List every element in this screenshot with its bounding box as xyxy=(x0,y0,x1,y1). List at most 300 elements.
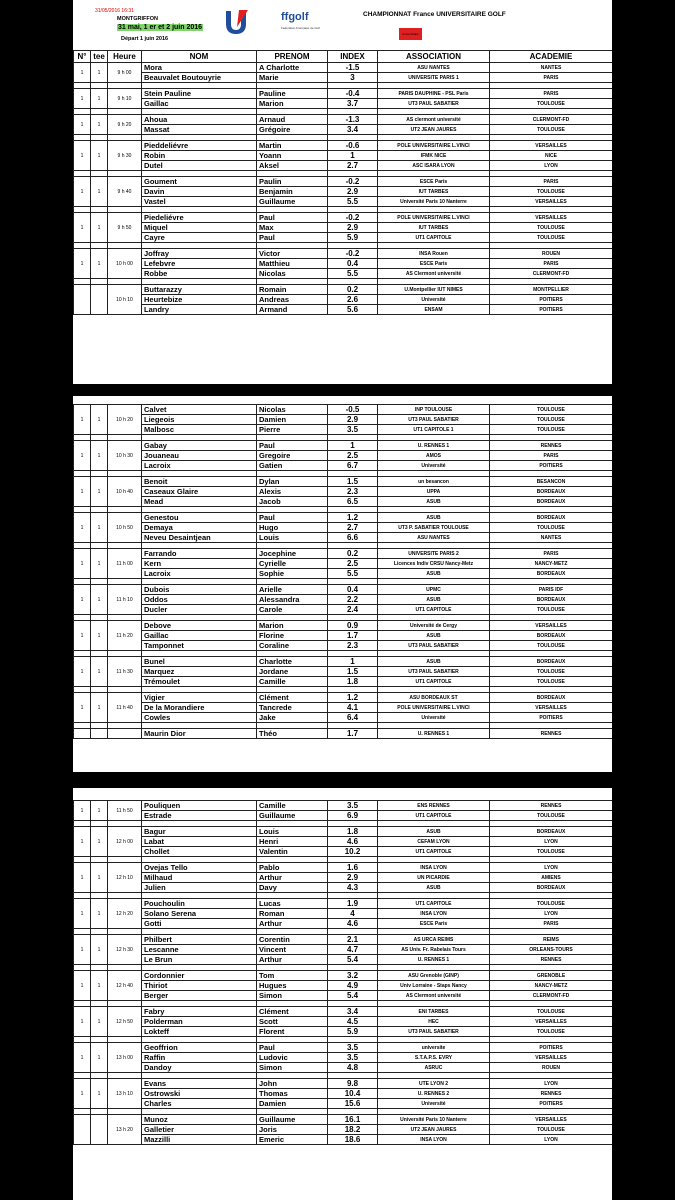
player-last-name: Miquel xyxy=(142,223,257,233)
player-first-name: Guillaume xyxy=(257,197,328,207)
player-association: UT1 CAPITOLE xyxy=(378,899,490,909)
player-index: 5.9 xyxy=(328,233,378,243)
table-row xyxy=(74,259,613,269)
player-last-name: Chollet xyxy=(142,847,257,857)
tee-number: 1 xyxy=(91,585,108,615)
player-academie: ROUEN xyxy=(490,1063,613,1073)
player-index: 5.5 xyxy=(328,269,378,279)
table-row xyxy=(74,981,613,991)
player-first-name: Arielle xyxy=(257,585,328,595)
group-number xyxy=(74,729,91,739)
player-last-name: Milhaud xyxy=(142,873,257,883)
player-index: 2.3 xyxy=(328,641,378,651)
tee-number: 1 xyxy=(91,899,108,929)
next-page-edge xyxy=(73,1193,612,1200)
player-last-name: Dubois xyxy=(142,585,257,595)
player-association: AS Clermont université xyxy=(378,269,490,279)
player-last-name: Dandoy xyxy=(142,1063,257,1073)
table-row xyxy=(74,569,613,579)
player-academie: TOULOUSE xyxy=(490,233,613,243)
table-row xyxy=(74,1079,613,1089)
player-association: Univ Lorraine - Staps Nancy xyxy=(378,981,490,991)
player-academie: TOULOUSE xyxy=(490,1007,613,1017)
player-last-name: Ovejas Tello xyxy=(142,863,257,873)
player-association: Université Paris 10 Nanterre xyxy=(378,197,490,207)
player-association: UT3 PAUL SABATIER xyxy=(378,99,490,109)
player-index: 2.9 xyxy=(328,415,378,425)
player-last-name: Mead xyxy=(142,497,257,507)
table-row xyxy=(74,249,613,259)
player-last-name: Estrade xyxy=(142,811,257,821)
player-last-name: Cayre xyxy=(142,233,257,243)
player-index: 0.2 xyxy=(328,549,378,559)
player-first-name: Nicolas xyxy=(257,405,328,415)
player-association: UTE LYON 2 xyxy=(378,1079,490,1089)
player-index: 1.7 xyxy=(328,631,378,641)
player-association: Université xyxy=(378,461,490,471)
player-academie: VERSAILLES xyxy=(490,1017,613,1027)
start-time: 9 h 40 xyxy=(108,177,142,207)
player-academie: POITIERS xyxy=(490,1099,613,1109)
player-academie: POITIERS xyxy=(490,713,613,723)
player-last-name: Lacroix xyxy=(142,569,257,579)
player-last-name: Liegeois xyxy=(142,415,257,425)
player-first-name: Benjamin xyxy=(257,187,328,197)
tee-number: 1 xyxy=(91,177,108,207)
player-association: CEFAM LYON xyxy=(378,837,490,847)
player-academie: BESANCON xyxy=(490,477,613,487)
table-row xyxy=(74,677,613,687)
table-row xyxy=(74,89,613,99)
player-academie: LYON xyxy=(490,863,613,873)
player-academie: MONTPELLIER xyxy=(490,285,613,295)
player-last-name: Labat xyxy=(142,837,257,847)
player-association: ENSAM xyxy=(378,305,490,315)
player-first-name: Martin xyxy=(257,141,328,151)
player-first-name: Hugo xyxy=(257,523,328,533)
player-academie: CLERMONT-FD xyxy=(490,115,613,125)
table-row xyxy=(74,1053,613,1063)
group-number: 1 xyxy=(74,1007,91,1037)
player-academie: RENNES xyxy=(490,1089,613,1099)
group-number: 1 xyxy=(74,405,91,435)
player-association: universite xyxy=(378,1043,490,1053)
start-time: 10 h 40 xyxy=(108,477,142,507)
player-association: U. RENNES 2 xyxy=(378,1089,490,1099)
player-association: ASUB xyxy=(378,827,490,837)
start-time: 12 h 50 xyxy=(108,1007,142,1037)
start-time: 10 h 10 xyxy=(108,285,142,315)
sheet-page-1 xyxy=(73,0,612,384)
player-first-name: Corentin xyxy=(257,935,328,945)
player-association: UT1 CAPITOLE xyxy=(378,233,490,243)
player-index: -0.5 xyxy=(328,405,378,415)
col-header-nom: NOM xyxy=(142,51,257,63)
player-first-name: Max xyxy=(257,223,328,233)
table-row xyxy=(74,713,613,723)
player-index: 1.6 xyxy=(328,863,378,873)
table-row xyxy=(74,305,613,315)
table-row xyxy=(74,405,613,415)
player-association: UT2 JEAN JAURES xyxy=(378,125,490,135)
group-number: 1 xyxy=(74,863,91,893)
player-first-name: Marion xyxy=(257,99,328,109)
player-association: AS Univ. Fr. Rabelais Tours xyxy=(378,945,490,955)
player-first-name: Gregoire xyxy=(257,451,328,461)
player-association: ASUB xyxy=(378,883,490,893)
player-academie: TOULOUSE xyxy=(490,125,613,135)
player-association: IUT TARBES xyxy=(378,187,490,197)
player-academie: PARIS xyxy=(490,549,613,559)
player-first-name: Paul xyxy=(257,441,328,451)
player-index: 2.9 xyxy=(328,187,378,197)
player-association: ASUB xyxy=(378,569,490,579)
player-academie: NANTES xyxy=(490,533,613,543)
player-last-name: Vastel xyxy=(142,197,257,207)
player-association: ENS RENNES xyxy=(378,801,490,811)
tee-number: 1 xyxy=(91,405,108,435)
table-body xyxy=(74,405,613,739)
player-last-name: Calvet xyxy=(142,405,257,415)
tee-number: 1 xyxy=(91,1007,108,1037)
player-association: Université xyxy=(378,295,490,305)
player-last-name: Gaillac xyxy=(142,631,257,641)
table-row xyxy=(74,151,613,161)
player-academie: CLERMONT-FD xyxy=(490,991,613,1001)
player-academie: PARIS xyxy=(490,451,613,461)
player-last-name: Evans xyxy=(142,1079,257,1089)
tee-number: 1 xyxy=(91,621,108,651)
player-academie: TOULOUSE xyxy=(490,605,613,615)
player-association: un besancon xyxy=(378,477,490,487)
player-first-name: Alessandra xyxy=(257,595,328,605)
player-last-name: Munoz xyxy=(142,1115,257,1125)
player-association: UPPA xyxy=(378,487,490,497)
group-number: 1 xyxy=(74,1079,91,1109)
player-academie: BORDEAUX xyxy=(490,569,613,579)
tee-number: 1 xyxy=(91,141,108,171)
col-header-academie: ACADEMIE xyxy=(490,51,613,63)
player-academie: RENNES xyxy=(490,801,613,811)
player-academie: TOULOUSE xyxy=(490,899,613,909)
player-first-name: Théo xyxy=(257,729,328,739)
player-index: 1.9 xyxy=(328,899,378,909)
player-index: 2.5 xyxy=(328,451,378,461)
player-last-name: Trémoulet xyxy=(142,677,257,687)
table-row xyxy=(74,233,613,243)
player-association: UT1 CAPITOLE xyxy=(378,811,490,821)
player-first-name: Grégoire xyxy=(257,125,328,135)
player-first-name: Pablo xyxy=(257,863,328,873)
player-index: 3.2 xyxy=(328,971,378,981)
player-academie: TOULOUSE xyxy=(490,811,613,821)
player-association: Université xyxy=(378,1099,490,1109)
player-index: 4.8 xyxy=(328,1063,378,1073)
player-index: 10.2 xyxy=(328,847,378,857)
player-association: AS Clermont université xyxy=(378,991,490,1001)
column-headers xyxy=(74,51,613,63)
tee-number: 1 xyxy=(91,477,108,507)
player-index: 3.5 xyxy=(328,1043,378,1053)
player-last-name: Ostrowski xyxy=(142,1089,257,1099)
player-association: ESCE Paris xyxy=(378,177,490,187)
table-row xyxy=(74,1099,613,1109)
group-number: 1 xyxy=(74,971,91,1001)
group-number xyxy=(74,1115,91,1145)
player-index: 4 xyxy=(328,909,378,919)
player-first-name: Clément xyxy=(257,693,328,703)
player-academie: BORDEAUX xyxy=(490,497,613,507)
table-row xyxy=(74,919,613,929)
player-first-name: Nicolas xyxy=(257,269,328,279)
player-index: -1.5 xyxy=(328,63,378,73)
player-last-name: Cowles xyxy=(142,713,257,723)
event-dates-text: 31 mai, 1 er et 2 juin 2016 xyxy=(118,24,203,31)
player-academie: TOULOUSE xyxy=(490,677,613,687)
table-row xyxy=(74,955,613,965)
player-index: -0.6 xyxy=(328,141,378,151)
player-academie: VERSAILLES xyxy=(490,141,613,151)
start-time: 10 h 00 xyxy=(108,249,142,279)
player-association: UT1 CAPITOLE xyxy=(378,605,490,615)
player-academie: VERSAILLES xyxy=(490,703,613,713)
player-index: 6.4 xyxy=(328,713,378,723)
player-last-name: Mazzilli xyxy=(142,1135,257,1145)
player-index: 4.7 xyxy=(328,945,378,955)
start-time: 13 h 10 xyxy=(108,1079,142,1109)
table-row xyxy=(74,523,613,533)
player-first-name: Florine xyxy=(257,631,328,641)
player-last-name: Lescanne xyxy=(142,945,257,955)
location: MONTGRIFFON xyxy=(117,16,158,22)
player-first-name: Valentin xyxy=(257,847,328,857)
start-time: 13 h 20 xyxy=(108,1115,142,1145)
player-first-name: Simon xyxy=(257,1063,328,1073)
player-last-name: Genestou xyxy=(142,513,257,523)
player-index: -0.2 xyxy=(328,177,378,187)
player-index: 1.5 xyxy=(328,667,378,677)
start-time: 9 h 20 xyxy=(108,115,142,135)
player-index: 2.2 xyxy=(328,595,378,605)
player-academie: VERSAILLES xyxy=(490,1115,613,1125)
table-row xyxy=(74,873,613,883)
table-row xyxy=(74,585,613,595)
player-first-name: Yoann xyxy=(257,151,328,161)
start-time: 11 h 00 xyxy=(108,549,142,579)
start-time: 9 h 00 xyxy=(108,63,142,83)
player-last-name: Robbe xyxy=(142,269,257,279)
table-row xyxy=(74,621,613,631)
player-last-name: Piedde​liévre xyxy=(142,141,257,151)
player-academie: VERSAILLES xyxy=(490,621,613,631)
table-row xyxy=(74,863,613,873)
player-last-name: Maurin Dior xyxy=(142,729,257,739)
player-academie: BORDEAUX xyxy=(490,595,613,605)
player-first-name: Louis xyxy=(257,533,328,543)
player-index: 4.9 xyxy=(328,981,378,991)
player-first-name: Romain xyxy=(257,285,328,295)
start-time: 11 h 30 xyxy=(108,657,142,687)
player-academie: AMIENS xyxy=(490,873,613,883)
player-index: 6.9 xyxy=(328,811,378,821)
group-number: 1 xyxy=(74,1043,91,1073)
player-association: UPMC xyxy=(378,585,490,595)
player-index: 3.4 xyxy=(328,1007,378,1017)
player-index: -0.4 xyxy=(328,89,378,99)
player-last-name: Jouaneau xyxy=(142,451,257,461)
player-first-name: Ludovic xyxy=(257,1053,328,1063)
start-time: 12 h 00 xyxy=(108,827,142,857)
player-academie: PARIS xyxy=(490,919,613,929)
table-row xyxy=(74,1027,613,1037)
player-association: UNIVERSITE PARIS 1 xyxy=(378,73,490,83)
table-row xyxy=(74,497,613,507)
tee-number: 1 xyxy=(91,827,108,857)
player-last-name: Lefebvre xyxy=(142,259,257,269)
start-time: 11 h 50 xyxy=(108,801,142,821)
player-index: 15.6 xyxy=(328,1099,378,1109)
player-index: 5.4 xyxy=(328,991,378,1001)
player-first-name: Aksel xyxy=(257,161,328,171)
player-first-name: Roman xyxy=(257,909,328,919)
tee-number xyxy=(91,1115,108,1145)
player-first-name: Vincent xyxy=(257,945,328,955)
player-first-name: Paul xyxy=(257,213,328,223)
table-row xyxy=(74,125,613,135)
table-row xyxy=(74,451,613,461)
player-index: 6.6 xyxy=(328,533,378,543)
player-association: UT3 P. SABATIER TOULOUSE xyxy=(378,523,490,533)
tee-number: 1 xyxy=(91,935,108,965)
player-first-name: Arthur xyxy=(257,955,328,965)
player-last-name: Mora xyxy=(142,63,257,73)
player-index: 18.6 xyxy=(328,1135,378,1145)
player-association: ASU Grenoble (GINP) xyxy=(378,971,490,981)
player-academie: POITIERS xyxy=(490,461,613,471)
table-row xyxy=(74,63,613,73)
tee-number: 1 xyxy=(91,801,108,821)
player-association: ASUB xyxy=(378,595,490,605)
player-first-name: Davy xyxy=(257,883,328,893)
player-academie: VERSAILLES xyxy=(490,1053,613,1063)
player-first-name: Coraline xyxy=(257,641,328,651)
player-association: U.Montpellier IUT NIMES xyxy=(378,285,490,295)
player-first-name: Paulin xyxy=(257,177,328,187)
table-row xyxy=(74,213,613,223)
start-time: 11 h 20 xyxy=(108,621,142,651)
player-first-name: Damien xyxy=(257,415,328,425)
table-row xyxy=(74,269,613,279)
start-time: 10 h 30 xyxy=(108,441,142,471)
player-index: 5.5 xyxy=(328,197,378,207)
col-header-heure: Heure xyxy=(108,51,142,63)
player-academie: LYON xyxy=(490,1079,613,1089)
group-number: 1 xyxy=(74,585,91,615)
sheet-page-2 xyxy=(73,396,612,772)
player-first-name: Jordane xyxy=(257,667,328,677)
player-first-name: Hugues xyxy=(257,981,328,991)
player-last-name: Davin xyxy=(142,187,257,197)
player-first-name: Lucas xyxy=(257,899,328,909)
player-association: ENI TARBES xyxy=(378,1007,490,1017)
player-last-name: Raffin xyxy=(142,1053,257,1063)
player-index: 18.2 xyxy=(328,1125,378,1135)
table-row xyxy=(74,595,613,605)
table-row xyxy=(74,513,613,523)
player-academie: BORDEAUX xyxy=(490,693,613,703)
player-first-name: Paul xyxy=(257,1043,328,1053)
player-academie: CLERMONT-FD xyxy=(490,269,613,279)
championship-title: CHAMPIONNAT France UNIVERSITAIRE GOLF xyxy=(363,11,506,18)
player-association: IUT TARBES xyxy=(378,223,490,233)
player-academie: POITIERS xyxy=(490,305,613,315)
sheet-page-3 xyxy=(73,788,612,1193)
player-association: UT1 CAPITOLE xyxy=(378,847,490,857)
player-first-name: Dylan xyxy=(257,477,328,487)
table-row xyxy=(74,631,613,641)
player-index: 4.6 xyxy=(328,919,378,929)
player-index: 1 xyxy=(328,441,378,451)
group-number: 1 xyxy=(74,693,91,723)
tee-times-table xyxy=(73,404,612,739)
player-last-name: Charles xyxy=(142,1099,257,1109)
player-association: ASU NANTES xyxy=(378,63,490,73)
table-row xyxy=(74,295,613,305)
tee-number: 1 xyxy=(91,441,108,471)
player-last-name: Berger xyxy=(142,991,257,1001)
player-first-name: Clément xyxy=(257,1007,328,1017)
player-last-name: Benoit xyxy=(142,477,257,487)
player-academie: BORDEAUX xyxy=(490,827,613,837)
player-last-name: Landry xyxy=(142,305,257,315)
group-number: 1 xyxy=(74,441,91,471)
player-association: UT1 CAPITOLE xyxy=(378,677,490,687)
player-index: 0.9 xyxy=(328,621,378,631)
player-academie: BORDEAUX xyxy=(490,657,613,667)
table-row xyxy=(74,549,613,559)
player-index: 2.7 xyxy=(328,161,378,171)
player-academie: TOULOUSE xyxy=(490,405,613,415)
tee-times-table xyxy=(73,50,612,315)
player-first-name: Armand xyxy=(257,305,328,315)
table-row xyxy=(74,657,613,667)
tee-number: 1 xyxy=(91,513,108,543)
player-first-name: Tom xyxy=(257,971,328,981)
player-index: 1.7 xyxy=(328,729,378,739)
table-row xyxy=(74,415,613,425)
player-last-name: Le Brun xyxy=(142,955,257,965)
player-first-name: Matthieu xyxy=(257,259,328,269)
player-academie: LYON xyxy=(490,837,613,847)
player-association: INSA LYON xyxy=(378,1135,490,1145)
player-association: ASC ISARA LYON xyxy=(378,161,490,171)
start-time: 12 h 30 xyxy=(108,935,142,965)
player-academie: LYON xyxy=(490,909,613,919)
player-first-name: Marion xyxy=(257,621,328,631)
table-row xyxy=(74,1115,613,1125)
table-row xyxy=(74,285,613,295)
player-first-name: Scott xyxy=(257,1017,328,1027)
player-first-name: John xyxy=(257,1079,328,1089)
table-row xyxy=(74,197,613,207)
player-first-name: Florent xyxy=(257,1027,328,1037)
table-row xyxy=(74,73,613,83)
group-number: 1 xyxy=(74,935,91,965)
tee-number: 1 xyxy=(91,115,108,135)
player-academie: ORLEANS-TOURS xyxy=(490,945,613,955)
player-last-name: Cordonnier xyxy=(142,971,257,981)
player-association: ASUB xyxy=(378,631,490,641)
